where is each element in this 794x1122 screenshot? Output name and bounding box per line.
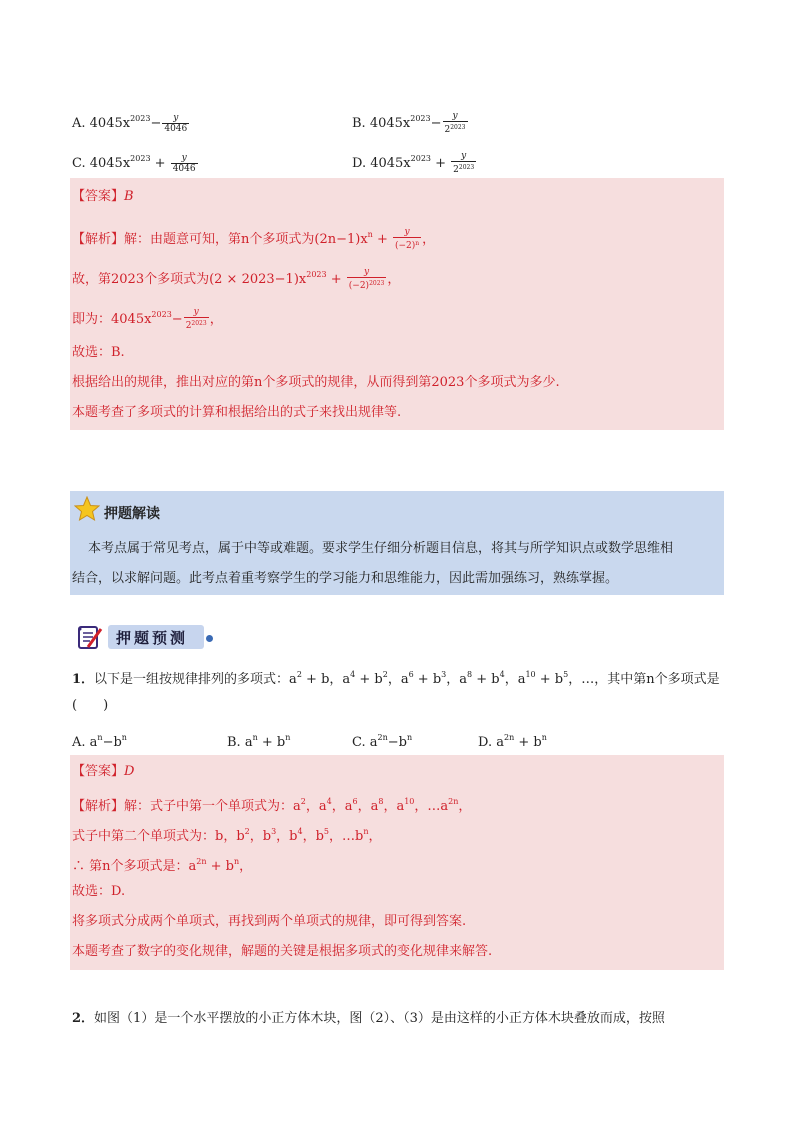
option-b: B. $4045x^{2023}-$ $\frac{y}{2^{2023}}$: [352, 111, 466, 135]
notebook-pen-icon: [76, 623, 104, 651]
answer-line: 【答案】B: [72, 189, 134, 204]
answer-box-prev: [70, 178, 724, 430]
q1-analysis-line-2: 式子中第二个单项式为：b，$b^2$，$b^3$，$b^4$，$b^5$，$\dots b^n$，: [72, 827, 382, 844]
analysis-line-1: 【解析】解：由题意可知，第n个多项式为$(2n-1)x^n$ + $\frac{y}{(-2)^n}$ ，: [72, 227, 436, 251]
predict-title: 押题预测: [116, 629, 189, 647]
q1-analysis-line-3: ∴ 第n个多项式是：$a^{2n} + b^n$，: [72, 857, 253, 874]
q1-stem: 1．以下是一组按规律排列的多项式：$a^2 + b$，$a^4 + b^2$，$a^6 + b^3$，$a^8 + b^4$，$a^{10} + b^5$，…，其中第n个多项式是: [72, 670, 720, 687]
dot-decoration: [206, 635, 213, 642]
q1-analysis-line-4: 故选：D.: [72, 884, 126, 899]
star-icon: [74, 496, 100, 522]
q1-analysis-line-5: 将多项式分成两个单项式，再找到两个单项式的规律，即可得到答案.: [72, 914, 467, 929]
option-c: C. $4045x^{2023}$ + $\frac{y}{4046}$: [72, 152, 196, 174]
analysis-line-4: 故选：B.: [72, 345, 125, 360]
q1-option-c: C. $a^{2n}-b^n$: [352, 733, 413, 750]
analysis-line-3: 即为：$4045x^{2023}-$ $\frac{y}{2^{2023}}$ ，: [72, 307, 223, 331]
interpret-title: 押题解读: [104, 506, 160, 522]
q1-analysis-line-1: 【解析】解：式子中第一个单项式为：$a^2$，$a^4$，$a^6$，$a^8$，$a^{10}$，$\dots a^{2n}$，: [72, 797, 472, 814]
analysis-line-6: 本题考查了多项式的计算和根据给出的式子来找出规律等.: [72, 405, 402, 420]
interpret-line-2: 结合，以求解问题。此考点着重考察学生的学习能力和思维能力，因此需加强练习，熟练掌握。: [72, 571, 619, 586]
q1-option-b: B. $a^n + b^n$: [227, 733, 291, 750]
interpret-line-1: 本考点属于常见考点，属于中等或难题。要求学生仔细分析题目信息，将其与所学知识点或数学思维相: [88, 541, 674, 556]
q1-paren: ( ): [72, 698, 109, 713]
option-d: D. $4045x^{2023}$ + $\frac{y}{2^{2023}}$: [352, 151, 475, 175]
q1-option-d: D. $a^{2n} + b^n$: [478, 733, 547, 750]
q1-analysis-line-6: 本题考查了数字的变化规律，解题的关键是根据多项式的变化规律来解答.: [72, 944, 493, 959]
q1-option-a: A. $a^n-b^n$: [72, 733, 127, 750]
option-a: A. $4045x^{2023}-$ $\frac{y}{4046}$: [72, 112, 188, 134]
q2-stem: 2．如图（1）是一个水平摆放的小正方体木块，图（2）、（3）是由这样的小正方体木块叠放而成，按照: [72, 1011, 665, 1026]
analysis-line-2: 故，第2023个多项式为$(2 \times 2023-1)x^{2023}$ + $\frac{y}{(-2)^{2023}}$ ，: [72, 267, 401, 291]
q1-answer-line: 【答案】D: [72, 764, 135, 779]
analysis-line-5: 根据给出的规律，推出对应的第n个多项式的规律，从而得到第2023个多项式为多少.: [72, 375, 560, 390]
